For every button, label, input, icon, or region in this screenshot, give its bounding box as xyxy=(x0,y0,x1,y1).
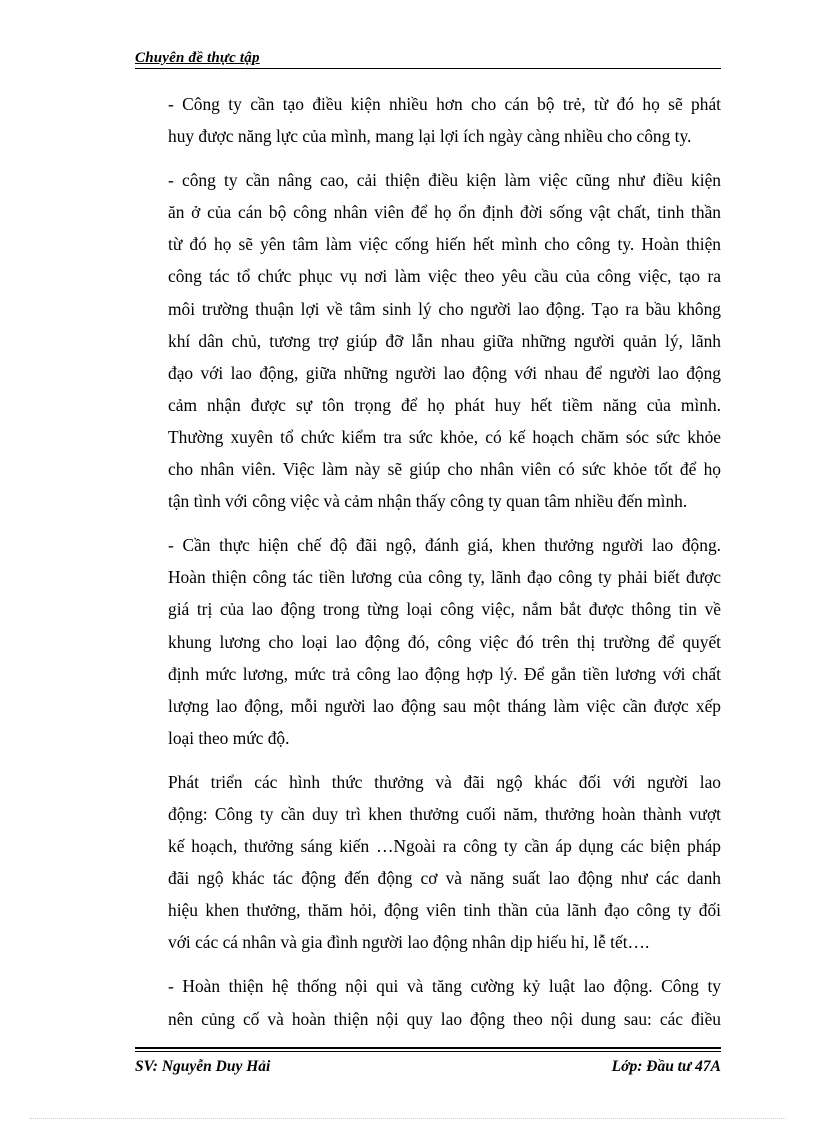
text-line: lượng lao động, mỗi người lao động sau một tháng làm việc cần được xếp xyxy=(168,695,721,716)
text-line: loại theo mức độ. xyxy=(168,727,290,748)
text-line: từ đó họ sẽ yên tâm làm việc cống hiến hết mình cho công ty. Hoàn thiện xyxy=(168,234,721,255)
footer-divider-thin xyxy=(135,1051,721,1052)
header-title: Chuyên đề thực tập xyxy=(135,50,260,66)
text-line: với các cá nhân và gia đình người lao động nhân dịp hiếu hỉ, lễ tết…. xyxy=(168,932,650,953)
footer-student-name: SV: Nguyễn Duy Hải xyxy=(135,1058,271,1075)
text-line: đạo với lao động, giữa những người lao động với nhau để người lao động xyxy=(168,362,721,383)
text-line: Hoàn thiện công tác tiền lương của công ty, lãnh đạo công ty phải biết được xyxy=(168,567,721,588)
paragraph-3 xyxy=(135,529,721,754)
page-bottom-edge xyxy=(30,1118,786,1119)
text-line: giá trị của lao động trong từng loại công việc, nắm bắt được thông tin về xyxy=(168,599,721,620)
footer-divider xyxy=(135,1047,721,1049)
text-line: cảm nhận được sự tôn trọng để họ phát huy hết tiềm năng của mình. xyxy=(168,394,721,415)
text-line: công tác tổ chức phục vụ nơi làm việc theo yêu cầu của công việc, tạo ra xyxy=(168,266,721,287)
text-line: tận tình với công việc và cảm nhận thấy công ty quan tâm nhiều đến mình. xyxy=(168,491,688,512)
text-line: - Hoàn thiện hệ thống nội qui và tăng cường kỷ luật lao động. Công ty xyxy=(168,976,721,997)
text-line: hiệu khen thưởng, thăm hỏi, động viên tinh thần của lãnh đạo công ty đối xyxy=(168,900,721,921)
text-line: đãi ngộ khác tác động đến động cơ và năng suất lao động như các danh xyxy=(168,868,721,889)
text-line: huy được năng lực của mình, mang lại lợi ích ngày càng nhiều cho công ty. xyxy=(168,126,692,147)
text-line: - công ty cần nâng cao, cải thiện điều kiện làm việc cũng như điều kiện xyxy=(168,170,721,191)
footer-class-name: Lớp: Đầu tư 47A xyxy=(611,1058,721,1075)
text-line: - Cần thực hiện chế độ đãi ngộ, đánh giá, khen thưởng người lao động. xyxy=(168,535,721,556)
paragraph-2 xyxy=(135,164,721,517)
text-line: khí dân chủ, tương trợ giúp đỡ lẫn nhau giữa những người quản lý, lãnh xyxy=(168,330,721,351)
text-line: nên củng cố và hoàn thiện nội quy lao động theo nội dung sau: các điều xyxy=(168,1008,721,1029)
text-line: - Công ty cần tạo điều kiện nhiều hơn cho cán bộ trẻ, từ đó họ sẽ phát xyxy=(168,94,721,114)
paragraph-4 xyxy=(135,766,721,959)
paragraph-1 xyxy=(135,88,721,152)
text-line: ăn ở của cán bộ công nhân viên để họ ổn định đời sống vật chất, tinh thần xyxy=(168,202,721,223)
text-line: động: Công ty cần duy trì khen thưởng cuối năm, thưởng hoàn thành vượt xyxy=(168,803,721,824)
document-body xyxy=(135,88,721,1047)
paragraph-5 xyxy=(135,970,721,1034)
page-header xyxy=(135,48,721,69)
text-line: Phát triển các hình thức thưởng và đãi ngộ khác đối với người lao xyxy=(168,771,721,792)
text-line: định mức lương, mức trả công lao động hợp lý. Để gắn tiền lương với chất xyxy=(168,663,721,684)
text-line: Thường xuyên tổ chức kiểm tra sức khỏe, có kế hoạch chăm sóc sức khỏe xyxy=(168,426,721,447)
text-line: khung lương cho loại lao động đó, công việc đó trên thị trường để quyết xyxy=(168,631,721,652)
text-line: kế hoạch, thưởng sáng kiến …Ngoài ra công ty cần áp dụng các biện pháp xyxy=(168,836,721,857)
text-line: môi trường thuận lợi về tâm sinh lý cho người lao động. Tạo ra bầu không xyxy=(168,298,721,319)
text-line: cho nhân viên. Việc làm này sẽ giúp cho nhân viên có sức khỏe tốt để họ xyxy=(168,459,721,480)
